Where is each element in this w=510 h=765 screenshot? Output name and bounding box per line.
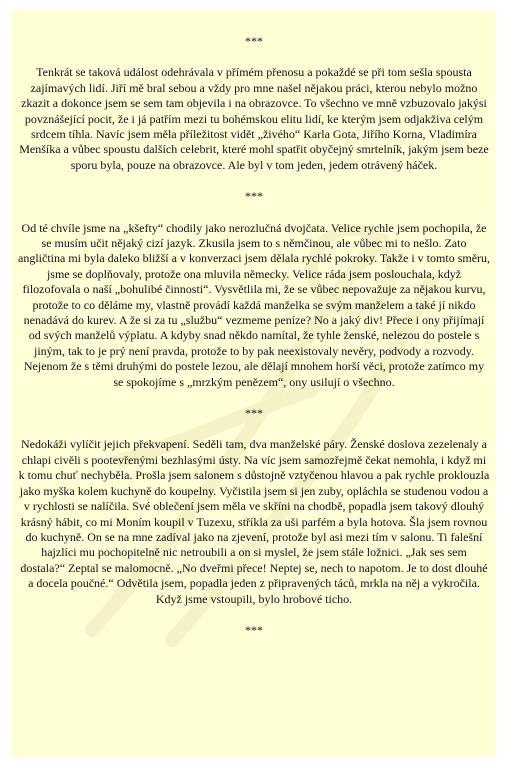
document-page — [12, 10, 496, 758]
paragraph-2: Od té chvíle jsme na „kšefty“ chodily jako nerozlučná dvojčata. Velice rychle jsem pochopila, že se musím učit nějaký cizí jazyk. Zkusila jsem to s němčinou, ale vůbec mi to nešlo. Zato angličtina mi byla daleko bližší a v konverzaci jsem dělala rychlé pokroky. Takže i v tomto směru, jsme se doplňovaly, protože ona mluvila německy. Velice ráda jsem poslouchala, když filozofovala o naší „bohulibé činnosti“. Vysvětlila mi, že se vůbec nepovažuje za nějakou kurvu, protože to co děláme my, vlastně provádí každá manželka se svým manželem a také jí nikdo nenadává do kurev. A že si za tu „službu“ vezmeme peníze? No a jaký div! Přece i ony přijímají od svých manželů výplatu. A kdyby snad někdo namítal, že tyhle ženské, nelezou do postele s jiným, tak to je prý není pravda, protože to by pak neexistovaly nevěry, podvody a rozvody. Nejenom že s těmi druhými do postele lezou, ale dělají mnohem horší věci, protože zatímco my se spokojíme s „mrzkým penězem“, ony usilují o všechno. — [18, 220, 491, 389]
section-separator: *** — [245, 189, 263, 204]
section-separator: *** — [245, 622, 263, 637]
document-body — [18, 34, 490, 638]
paragraph-3: Nedokáži vylíčit jejich překvapení. Seděli tam, dva manželské páry. Ženské doslova zezelenaly a chlapi civěli s pootevřenými bezhlasými ústy. Na víc jsem samozřejmě čekat nemohla, i když mi k tomu chuť nechyběla. Prošla jsem salonem s důstojně vztyčenou hlavou a pak rychle proklouzla jako myška kolem kuchyně do koupelny. Vyčistila jsem si jen zuby, opláchla se studenou vodou a v rychlosti se nalíčila. Své oblečení jsem měla ve skříni na chodbě, popadla jsem takový dlouhý krásný hábit, co mi Moním koupil v Tuzexu, stříkla za uši parfém a byla hotova. Šla jsem rovnou do kuchyně. On se na mne zadíval jako na zjevení, protože byl asi mezi tím v salonu. Ti falešní hajzlíci mu pochopitelně nic netroubili a on si myslel, že jsem stále ložnici. „Jak ses sem dostala?“ Zeptal se malomocně. „No dveřmi přece! Neptej se, nech to napotom. Je to dost dlouhé a docela poučné.“ Odvětila jsem, popadla jeden z připravených táců, mrkla na něj a vykročila. Když jsme vstoupili, bylo hrobové ticho. — [18, 437, 490, 606]
section-separator: *** — [245, 34, 263, 48]
paragraph-1: Tenkrát se taková událost odehrávala v přímém přenosu a pokaždé se při tom sešla spousta zajímavých lidí. Jiří mě bral sebou a vždy pro mne našel nějakou práci, kterou nebylo možno zkazit a dokonce jsem se sem tam objevila i na obrazovce. To všechno ve mně vzbuzovalo jakýsi povznášející pocit, že i já patřím mezi tu bohémskou elitu lidí, ke kterým jsem odjakživa celým srdcem tíhla. Navíc jsem měla příležitost vidět „živého“ Karla Gota, Jiřího Korna, Vladimíra Menšíka a vůbec spoustu dalších celebrit, které mohl spatřit obyčejný smrtelník, jakým jsem beze sporu byla, pouze na obrazovce. Ale byl v tom jeden, jedem otrávený háček. — [19, 65, 489, 172]
section-separator: *** — [245, 406, 263, 421]
